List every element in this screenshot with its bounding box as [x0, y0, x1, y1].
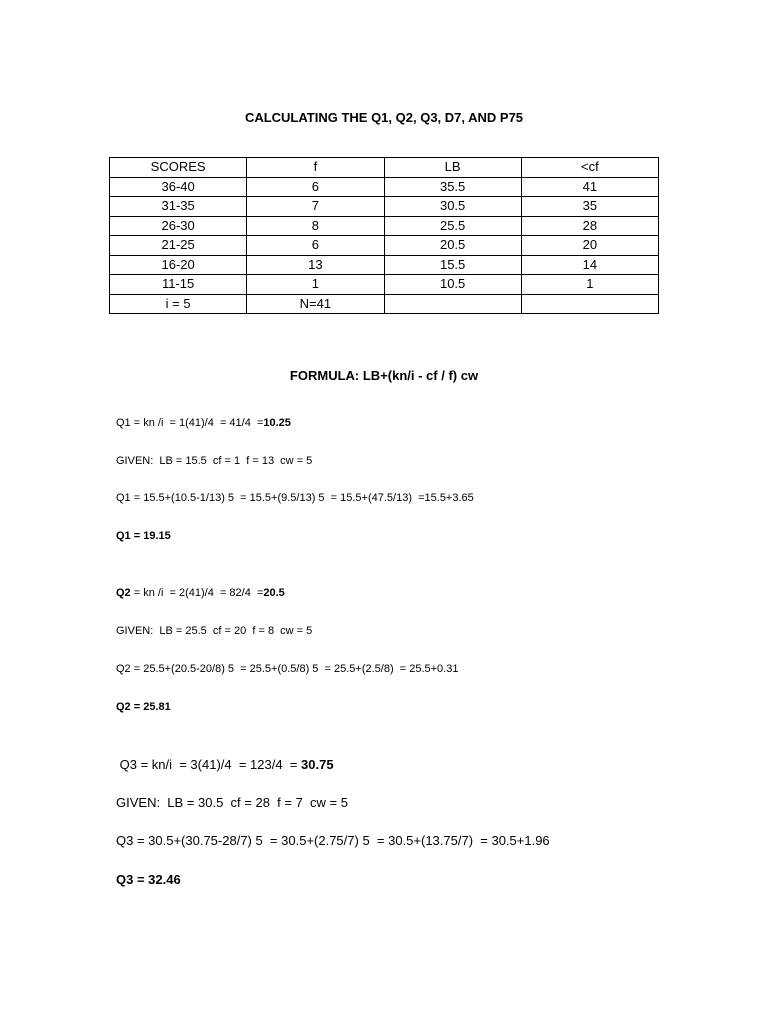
header-f: f — [247, 158, 384, 178]
q3-step — [116, 757, 334, 772]
cell-scores: 16-20 — [110, 255, 247, 275]
table-row — [110, 197, 659, 217]
cell-class-width: i = 5 — [110, 294, 247, 314]
formula-heading: FORMULA: LB+(kn/i - cf / f) cw — [289, 368, 479, 383]
q2-step-value: 20.5 — [263, 587, 285, 599]
cell-scores: 11-15 — [110, 275, 247, 295]
q1-given: GIVEN: LB = 15.5 cf = 1 f = 13 cw = 5 — [116, 455, 313, 467]
cell-cf: 35 — [521, 197, 658, 217]
q3-step-text: Q3 = kn/i = 3(41)/4 = 123/4 = — [116, 757, 302, 772]
cell-cf: 1 — [521, 275, 658, 295]
cell-f: 13 — [247, 255, 384, 275]
cell-lb: 15.5 — [384, 255, 521, 275]
q3-result: Q3 = 32.46 — [116, 872, 181, 887]
table-header-row — [110, 158, 659, 178]
table-row — [110, 294, 659, 314]
q2-calculation: Q2 = 25.5+(20.5-20/8) 5 = 25.5+(0.5/8) 5 = 25.5+(2.5/8) = 25.5+0.31 — [116, 663, 459, 675]
q2-step — [116, 587, 285, 599]
q1-calculation: Q1 = 15.5+(10.5-1/13) 5 = 15.5+(9.5/13) 5 = 15.5+(47.5/13) =15.5+3.65 — [116, 492, 474, 504]
q2-given: GIVEN: LB = 25.5 cf = 20 f = 8 cw = 5 — [116, 625, 313, 637]
cell-f: 7 — [247, 197, 384, 217]
cell-scores: 26-30 — [110, 216, 247, 236]
cell-f: 1 — [247, 275, 384, 295]
cell-scores: 21-25 — [110, 236, 247, 256]
cell-lb: 30.5 — [384, 197, 521, 217]
cell-cf: 28 — [521, 216, 658, 236]
cell-lb: 35.5 — [384, 177, 521, 197]
cell-cf: 14 — [521, 255, 658, 275]
cell-empty — [384, 294, 521, 314]
cell-f: 8 — [247, 216, 384, 236]
cell-f: 6 — [247, 177, 384, 197]
frequency-table — [109, 157, 659, 314]
q1-step-text: Q1 = kn /i = 1(41)/4 = 41/4 = — [116, 417, 264, 429]
cell-lb: 25.5 — [384, 216, 521, 236]
header-cf: <cf — [521, 158, 658, 178]
q2-step-text: = kn /i = 2(41)/4 = 82/4 = — [130, 587, 264, 599]
cell-scores: 36-40 — [110, 177, 247, 197]
q1-result: Q1 = 19.15 — [116, 530, 171, 542]
table-row — [110, 177, 659, 197]
table-row — [110, 255, 659, 275]
page-title: CALCULATING THE Q1, Q2, Q3, D7, AND P75 — [244, 110, 524, 125]
cell-cf: 20 — [521, 236, 658, 256]
table-row — [110, 216, 659, 236]
q3-step-value: 30.75 — [301, 757, 334, 772]
cell-cf: 41 — [521, 177, 658, 197]
q1-step-value: 10.25 — [263, 417, 291, 429]
cell-scores: 31-35 — [110, 197, 247, 217]
cell-f: 6 — [247, 236, 384, 256]
cell-empty — [521, 294, 658, 314]
q2-step-label: Q2 — [116, 587, 131, 599]
q3-calculation: Q3 = 30.5+(30.75-28/7) 5 = 30.5+(2.75/7) 5 = 30.5+(13.75/7) = 30.5+1.96 — [116, 833, 550, 848]
table-row — [110, 236, 659, 256]
q1-step — [116, 417, 291, 429]
table-row — [110, 275, 659, 295]
q2-result: Q2 = 25.81 — [116, 701, 171, 713]
cell-total-n: N=41 — [247, 294, 384, 314]
header-scores: SCORES — [110, 158, 247, 178]
cell-lb: 20.5 — [384, 236, 521, 256]
header-lb: LB — [384, 158, 521, 178]
cell-lb: 10.5 — [384, 275, 521, 295]
q3-given: GIVEN: LB = 30.5 cf = 28 f = 7 cw = 5 — [116, 795, 348, 810]
